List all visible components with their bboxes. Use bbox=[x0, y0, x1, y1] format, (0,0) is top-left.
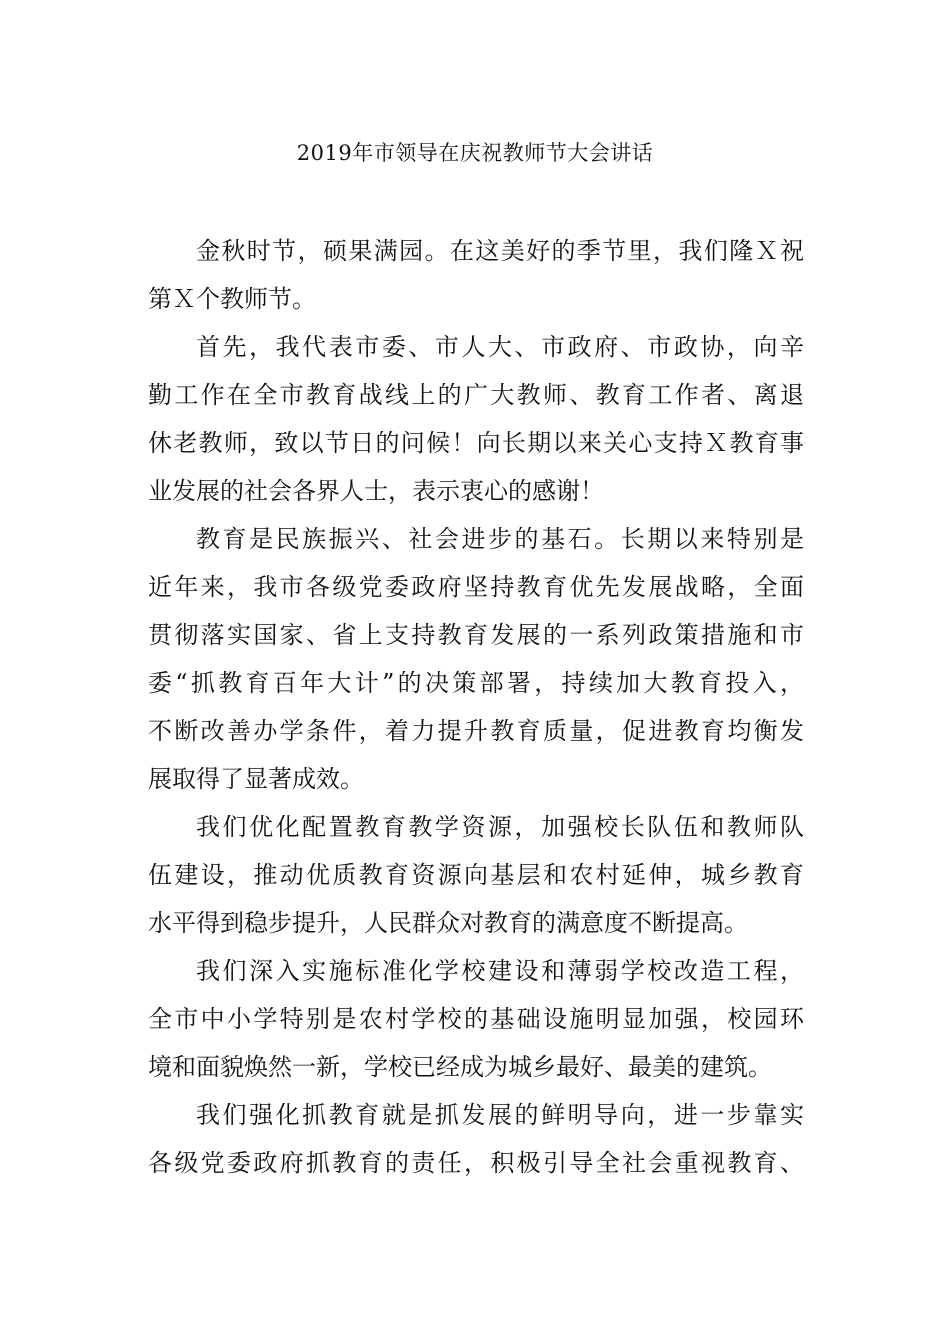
paragraph-line: 境和面貌焕然一新，学校已经成为城乡最好、最美的建筑。 bbox=[148, 1053, 772, 1081]
document-title: 2019年市领导在庆祝教师节大会讲话 bbox=[296, 141, 654, 165]
paragraph-6 bbox=[148, 1091, 804, 1187]
document-body bbox=[148, 227, 804, 1187]
paragraph-line: 全市中小学特别是农村学校的基础设施明显加强，校园环 bbox=[148, 1005, 804, 1033]
paragraph-line: 教育是民族振兴、社会进步的基石。长期以来特别是 bbox=[196, 525, 804, 553]
paragraph-line: 我们强化抓教育就是抓发展的鲜明导向，进一步靠实 bbox=[196, 1101, 804, 1129]
paragraph-line: 贯彻落实国家、省上支持教育发展的一系列政策措施和市 bbox=[148, 621, 804, 649]
paragraph-line: 展取得了显著成效。 bbox=[148, 765, 364, 793]
paragraph-line: 水平得到稳步提升，人民群众对教育的满意度不断提高。 bbox=[148, 909, 748, 937]
paragraph-5 bbox=[148, 947, 804, 1091]
paragraph-line: 首先，我代表市委、市人大、市政府、市政协，向辛 bbox=[196, 333, 804, 361]
paragraph-line: 休老教师，致以节日的问候！向长期以来关心支持Ｘ教育事 bbox=[148, 429, 804, 457]
paragraph-4 bbox=[148, 803, 804, 947]
paragraph-line: 业发展的社会各界人士，表示衷心的感谢！ bbox=[148, 477, 604, 505]
paragraph-line: 勤工作在全市教育战线上的广大教师、教育工作者、离退 bbox=[148, 381, 804, 409]
paragraph-line: 我们优化配置教育教学资源，加强校长队伍和教师队 bbox=[196, 813, 804, 841]
paragraph-3 bbox=[148, 515, 804, 803]
paragraph-line: 伍建设，推动优质教育资源向基层和农村延伸，城乡教育 bbox=[148, 861, 804, 889]
paragraph-2 bbox=[148, 323, 804, 515]
paragraph-line: 各级党委政府抓教育的责任，积极引导全社会重视教育、 bbox=[148, 1149, 804, 1177]
paragraph-line: 金秋时节，硕果满园。在这美好的季节里，我们隆Ｘ祝 bbox=[196, 237, 804, 265]
paragraph-line: 委“抓教育百年大计”的决策部署，持续加大教育投入， bbox=[148, 669, 804, 697]
paragraph-line: 近年来，我市各级党委政府坚持教育优先发展战略，全面 bbox=[148, 573, 804, 601]
paragraph-line: 不断改善办学条件，着力提升教育质量，促进教育均衡发 bbox=[148, 717, 804, 745]
paragraph-1 bbox=[148, 227, 804, 323]
paragraph-line: 我们深入实施标准化学校建设和薄弱学校改造工程， bbox=[196, 957, 804, 985]
paragraph-line: 第Ｘ个教师节。 bbox=[148, 285, 316, 313]
